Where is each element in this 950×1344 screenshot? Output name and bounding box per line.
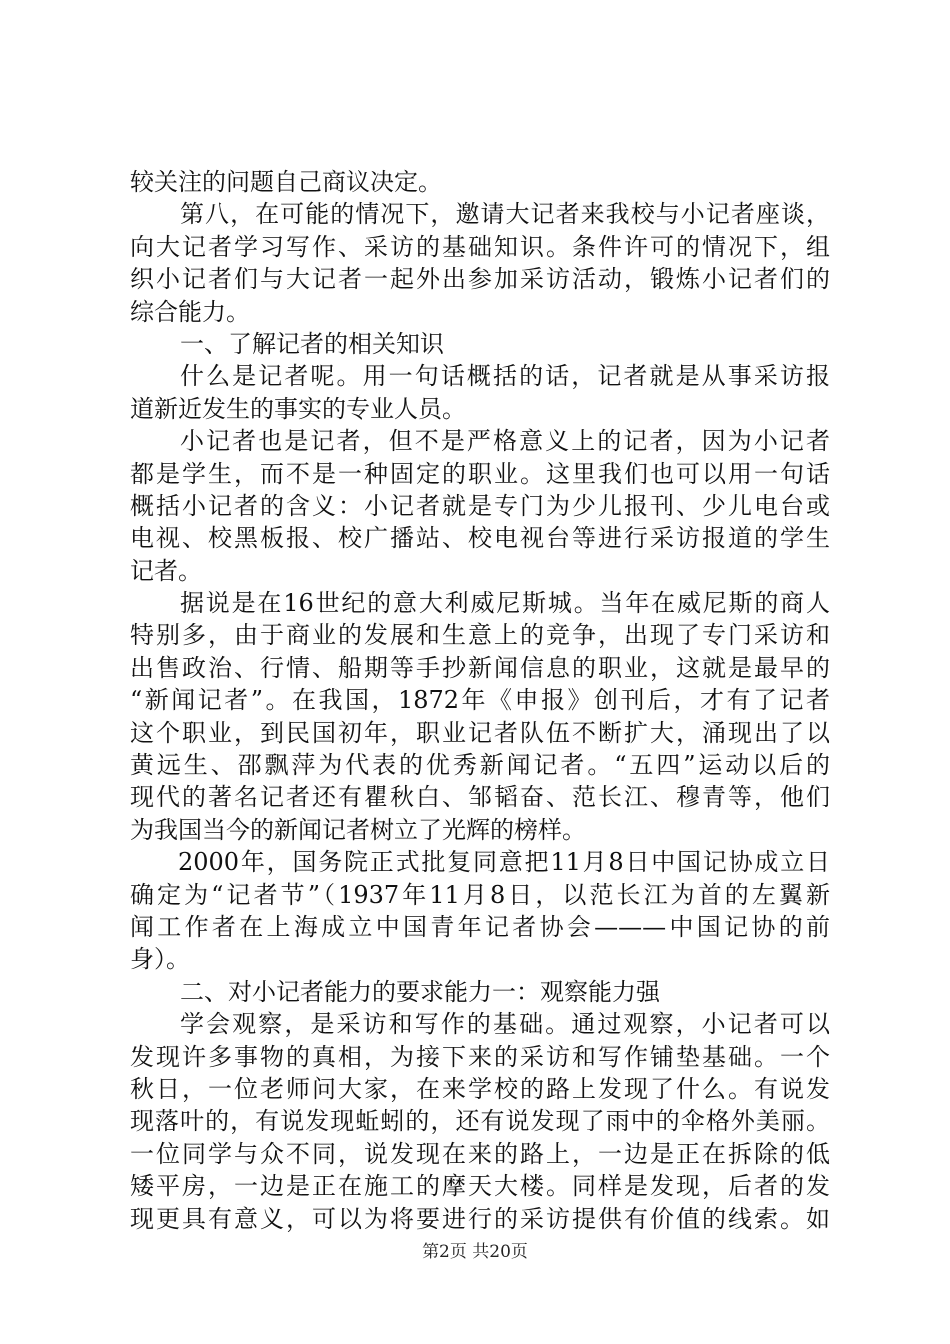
text-line: 特别多，由于商业的发展和生意上的竞争，出现了专门采访和 — [130, 621, 830, 650]
text-line: 较关注的问题自己商议决定。 — [130, 168, 442, 196]
text-line: 第八，在可能的情况下，邀请大记者来我校与小记者座谈， — [180, 200, 830, 229]
text-line: 一、了解记者的相关知识 — [180, 329, 444, 358]
document-body — [130, 166, 830, 1235]
text-line: 据说是在16世纪的意大利威尼斯城。当年在威尼斯的商人 — [180, 589, 830, 618]
text-line: 综合能力。 — [130, 297, 250, 326]
text-line: 黄远生、邵飘萍为代表的优秀新闻记者。“五四”运动以后的 — [130, 751, 830, 780]
text-line: 为我国当今的新闻记者树立了光辉的榜样。 — [130, 815, 586, 844]
text-line: 一位同学与众不同，说发现在来的路上，一边是正在拆除的低 — [130, 1139, 830, 1168]
text-line: 现更具有意义，可以为将要进行的采访提供有价值的线索。如 — [130, 1204, 830, 1233]
text-line: “新闻记者”。在我国，1872年《申报》创刊后，才有了记者 — [130, 686, 830, 715]
text-line: 矮平房，一边是正在施工的摩天大楼。同样是发现，后者的发 — [130, 1172, 830, 1201]
text-line: 都是学生，而不是一种固定的职业。这里我们也可以用一句话 — [130, 459, 830, 488]
text-line: 小记者也是记者，但不是严格意义上的记者，因为小记者 — [180, 427, 830, 456]
text-line: 学会观察，是采访和写作的基础。通过观察，小记者可以 — [180, 1010, 830, 1039]
text-line: 现落叶的，有说发现蚯蚓的，还有说发现了雨中的伞格外美丽。 — [130, 1107, 830, 1136]
text-line: 什么是记者呢。用一句话概括的话，记者就是从事采访报 — [180, 362, 830, 391]
text-line: 现代的著名记者还有瞿秋白、邹韬奋、范长江、穆青等，他们 — [130, 783, 830, 812]
text-line: 2000年，国务院正式批复同意把11月8日中国记协成立日 — [178, 848, 830, 877]
text-line: 织小记者们与大记者一起外出参加采访活动，锻炼小记者们的 — [130, 265, 830, 294]
text-line: 身）。 — [130, 945, 190, 974]
page-number-footer: 第2页 共20页 — [422, 1242, 528, 1262]
text-line: 概括小记者的含义：小记者就是专门为少儿报刊、少儿电台或 — [130, 491, 830, 520]
text-line: 发现许多事物的真相，为接下来的采访和写作铺垫基础。一个 — [130, 1042, 830, 1071]
text-line: 闻工作者在上海成立中国青年记者协会———中国记协的前 — [130, 912, 830, 941]
text-line: 确定为“记者节”（1937年11月8日，以范长江为首的左翼新 — [130, 880, 830, 909]
text-line: 这个职业，到民国初年，职业记者队伍不断扩大，涌现出了以 — [130, 718, 830, 747]
text-line: 二、对小记者能力的要求能力一：观察能力强 — [180, 977, 660, 1006]
text-line: 道新近发生的事实的专业人员。 — [130, 394, 466, 423]
text-line: 出售政治、行情、船期等手抄新闻信息的职业，这就是最早的 — [130, 653, 830, 682]
text-line: 电视、校黑板报、校广播站、校电视台等进行采访报道的学生 — [130, 524, 830, 553]
text-line: 秋日，一位老师问大家，在来学校的路上发现了什么。有说发 — [130, 1074, 830, 1103]
text-line: 记者。 — [130, 556, 202, 585]
text-line: 向大记者学习写作、采访的基础知识。条件许可的情况下，组 — [130, 232, 830, 261]
